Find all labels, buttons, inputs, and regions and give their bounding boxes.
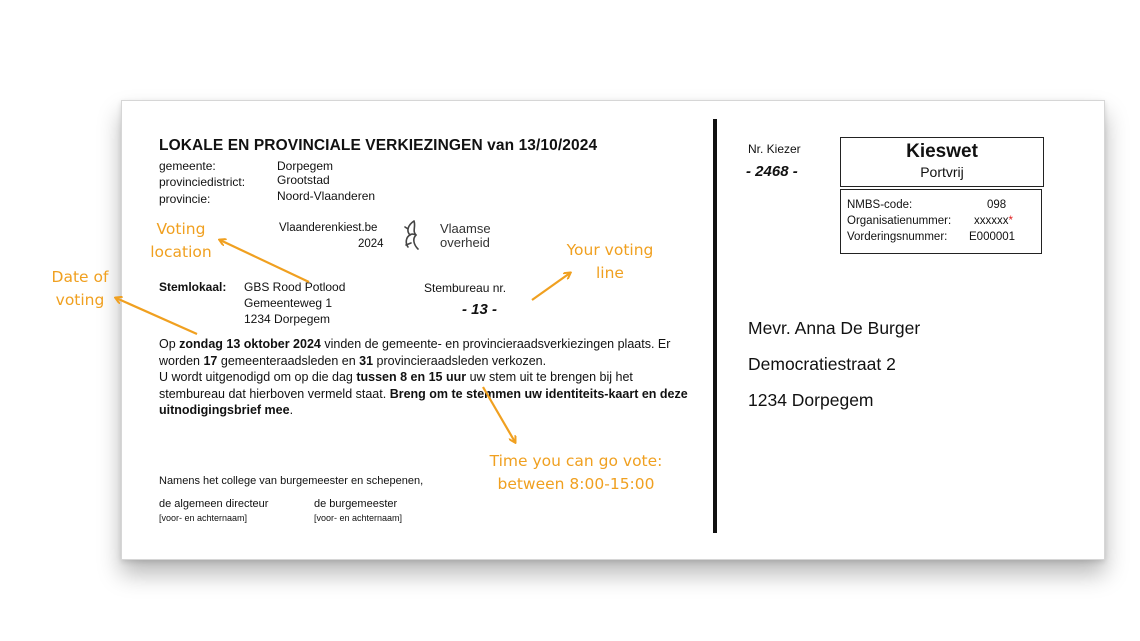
count-gemeenteraadsleden: 17	[203, 353, 218, 368]
field-label-provinciedistrict: provinciedistrict:	[159, 175, 246, 189]
stemlokaal-line-2: Gemeenteweg 1	[244, 296, 333, 310]
signature-name-mayor: [voor- en achternaam]	[314, 513, 403, 523]
stemlokaal-line-3: 1234 Dorpegem	[244, 312, 331, 326]
stemlokaal-line-1: GBS Rood Potlood	[244, 280, 346, 294]
stembureau-label: Stembureau nr.	[424, 281, 507, 295]
stembureau-number: - 13 -	[462, 301, 498, 318]
org-number: xxxxxx	[974, 215, 1009, 227]
annotation-location-line-2: location	[150, 243, 212, 261]
annotation-time-line-1: Time you can go vote:	[489, 452, 663, 470]
site-name: Vlaanderenkiest.be	[279, 222, 378, 234]
nmbs-label: NMBS-code:	[847, 199, 913, 211]
field-label-provincie: provincie:	[159, 192, 211, 206]
count-provincieraadsleden: 31	[359, 353, 374, 368]
vordering-value: E000001	[969, 231, 1016, 243]
annotation-location-line-1: Voting	[156, 220, 206, 238]
address-name: Mevr. Anna De Burger	[748, 318, 921, 338]
logo-text-vlaamse: Vlaamse	[440, 221, 491, 236]
address-street: Democratiestraat 2	[748, 354, 896, 374]
field-label-gemeente: gemeente:	[159, 159, 216, 173]
body-text: gemeenteraadsleden en	[217, 353, 360, 368]
annotation-line-line-1: Your voting	[566, 241, 654, 259]
body-text: vinden de gemeente- en provincieraadsverkiezingen plaats. Er worden	[159, 337, 671, 368]
stemlokaal-label: Stemlokaal:	[159, 280, 227, 294]
logo-text-overheid: overheid	[440, 235, 490, 250]
body-text: provincieraadsleden verkozen.	[373, 353, 547, 368]
body-text: .	[289, 403, 294, 417]
portvrij-label: Portvrij	[920, 164, 964, 180]
field-value-provincie: Noord-Vlaanderen	[277, 189, 376, 203]
election-date: zondag 13 oktober 2024	[179, 337, 321, 351]
arrow-time	[483, 387, 515, 442]
annotation-date-line-2: voting	[55, 291, 105, 309]
address-city: 1234 Dorpegem	[748, 390, 874, 410]
signoff: Namens het college van burgemeester en schepenen,	[159, 475, 424, 487]
letter-title: LOKALE EN PROVINCIALE VERKIEZINGEN van 13/10/2024	[159, 137, 598, 154]
field-value-gemeente: Dorpegem	[277, 159, 334, 173]
arrow-voting-line	[532, 273, 570, 300]
field-value-provinciedistrict: Grootstad	[277, 173, 330, 187]
org-label: Organisatienummer:	[847, 215, 952, 227]
site-year: 2024	[358, 238, 384, 250]
bring-instruction: Breng om te stemmen uw identiteits-kaart en deze uitnodigingsbrief mee	[159, 386, 688, 417]
kieswet-title: Kieswet	[906, 141, 978, 162]
kiezer-label: Nr. Kiezer	[748, 142, 801, 156]
signature-title-mayor: de burgemeester	[314, 498, 398, 510]
body-text: Op	[159, 337, 180, 351]
nmbs-value: 098	[987, 199, 1007, 211]
annotation-date-line-1: Date of	[51, 268, 109, 286]
annotation-line-line-2: line	[596, 264, 624, 282]
signature-name-director: [voor- en achternaam]	[159, 513, 248, 523]
arrow-location	[220, 240, 309, 282]
kiezer-number: - 2468 -	[746, 163, 798, 180]
signature-title-director: de algemeen directeur	[159, 498, 269, 510]
vordering-label: Vorderingsnummer:	[847, 231, 948, 243]
annotation-time-line-2: between 8:00-15:00	[497, 475, 655, 493]
body-text: U wordt uitgenodigd om op die dag	[159, 370, 357, 384]
asterisk: *	[1008, 215, 1013, 227]
body-text: uw stem uit te brengen bij het stembureau dat hierboven vermeld staat.	[159, 370, 633, 401]
voting-hours: tussen 8 en 15 uur	[356, 370, 467, 384]
arrow-date	[116, 298, 197, 334]
